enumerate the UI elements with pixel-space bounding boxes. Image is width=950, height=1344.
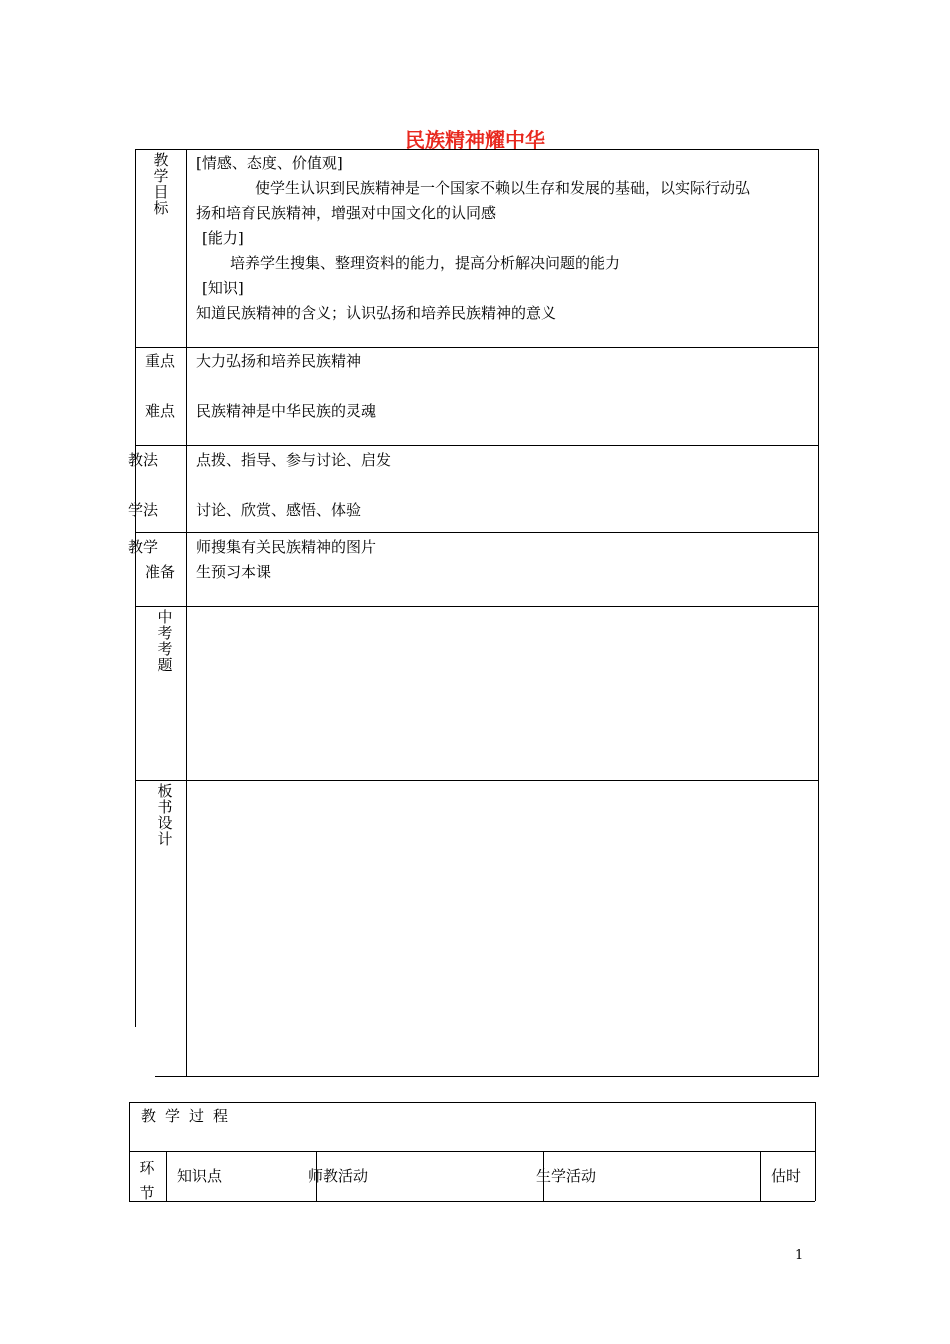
emotion-text-line1: 使学生认识到民族精神是一个国家不赖以生存和发展的基础，以实际行动弘 xyxy=(255,179,751,197)
process-bottom-border xyxy=(129,1201,815,1202)
row-divider xyxy=(135,532,819,533)
time-column-header: 估时 xyxy=(771,1167,802,1185)
process-col-divider xyxy=(760,1151,761,1201)
knowledge-column-header: 知识点 xyxy=(177,1167,223,1185)
exam-questions-label: 中考考题 xyxy=(157,608,173,674)
teacher-activity-column-header: 师教活动 xyxy=(308,1167,369,1185)
difficult-point-text: 民族精神是中华民族的灵魂 xyxy=(196,402,377,420)
goals-label: 教学目标 xyxy=(153,151,169,217)
stage-column-header: 环节 xyxy=(139,1159,155,1202)
ability-text: 培养学生搜集、整理资料的能力，提高分析解决问题的能力 xyxy=(230,254,621,272)
teaching-method-text: 点拨、指导、参与讨论、启发 xyxy=(196,451,392,469)
table-bottom-border xyxy=(155,1076,819,1077)
key-point-text: 大力弘扬和培养民族精神 xyxy=(196,352,362,370)
student-activity-column-header: 生学活动 xyxy=(536,1167,597,1185)
learning-method-text: 讨论、欣赏、感悟、体验 xyxy=(196,501,362,519)
prep-student-text: 生预习本课 xyxy=(196,563,272,581)
row-divider xyxy=(135,780,819,781)
prep-label-line1: 教学 xyxy=(128,538,159,556)
label-column-divider xyxy=(186,149,187,1076)
table-left-border xyxy=(135,149,136,1027)
teaching-method-label: 教法 xyxy=(128,451,159,469)
emotion-heading: [情感、态度、价值观] xyxy=(196,154,343,172)
prep-label-line2: 准备 xyxy=(145,563,176,581)
process-row-divider xyxy=(129,1151,815,1152)
row-divider xyxy=(135,347,819,348)
process-top-border xyxy=(129,1102,815,1103)
prep-teacher-text: 师搜集有关民族精神的图片 xyxy=(196,538,377,556)
process-header: 教学过程 xyxy=(141,1107,238,1125)
board-design-label: 板书设计 xyxy=(157,782,173,848)
knowledge-heading: [知识] xyxy=(202,279,244,297)
page-number: 1 xyxy=(795,1248,804,1263)
emotion-text-line2: 扬和培育民族精神，增强对中国文化的认同感 xyxy=(196,204,497,222)
process-right-border xyxy=(815,1102,816,1201)
row-divider xyxy=(135,606,819,607)
knowledge-text: 知道民族精神的含义；认识弘扬和培养民族精神的意义 xyxy=(196,304,557,322)
process-left-border xyxy=(129,1102,130,1201)
ability-heading: [能力] xyxy=(202,229,244,247)
document-title: 民族精神耀中华 xyxy=(405,128,545,152)
table-top-border xyxy=(135,149,819,150)
row-divider xyxy=(135,445,819,446)
key-point-label: 重点 xyxy=(145,352,176,370)
learning-method-label: 学法 xyxy=(128,501,159,519)
difficult-point-label: 难点 xyxy=(145,402,176,420)
table-right-border xyxy=(818,149,819,1076)
process-col-divider xyxy=(166,1151,167,1201)
